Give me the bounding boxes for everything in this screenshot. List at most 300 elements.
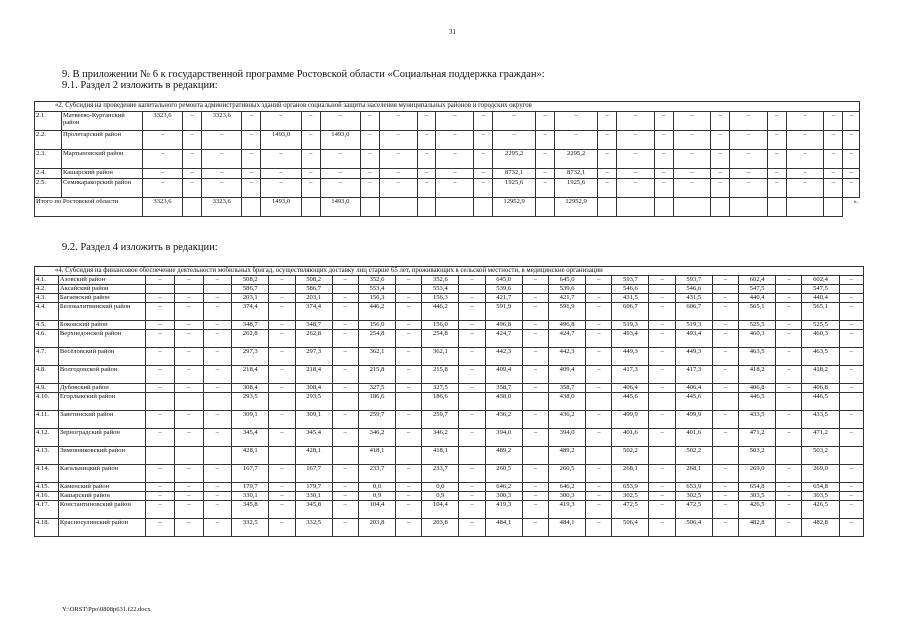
value-cell: 332,5: [295, 519, 332, 537]
value-cell: –: [586, 366, 612, 384]
value-cell: –: [261, 112, 301, 131]
value-cell: –: [786, 169, 824, 179]
value-cell: –: [586, 276, 612, 285]
value-cell: –: [459, 492, 485, 501]
value-cell: –: [776, 483, 802, 492]
value-cell: –: [649, 294, 675, 303]
district-name: Красносулинский район: [58, 519, 145, 537]
value-cell: –: [396, 303, 422, 321]
value-cell: –: [361, 112, 380, 131]
value-cell: –: [332, 411, 358, 429]
value-cell: –: [174, 276, 203, 285]
value-cell: 104,4: [358, 501, 395, 519]
value-cell: –: [459, 303, 485, 321]
value-cell: –: [261, 179, 301, 198]
value-cell: –: [522, 384, 548, 393]
value-cell: –: [649, 384, 675, 393]
value-cell: 156,0: [422, 321, 459, 330]
value-cell: 428,1: [295, 447, 332, 465]
value-cell: –: [459, 519, 485, 537]
value-cell: 186,6: [358, 393, 395, 411]
value-cell: 591,9: [549, 303, 586, 321]
value-cell: –: [586, 429, 612, 447]
table-row: [35, 492, 864, 501]
value-cell: –: [474, 179, 493, 198]
value-cell: 156,0: [358, 321, 395, 330]
value-cell: 445,6: [675, 393, 712, 411]
district-name: Кашарский район: [61, 169, 142, 179]
value-cell: 472,5: [675, 501, 712, 519]
value-cell: 502,2: [612, 447, 649, 465]
value-cell: –: [824, 169, 843, 179]
row-number: 2.1.: [35, 112, 62, 131]
value-cell: –: [522, 492, 548, 501]
value-cell: –: [320, 112, 360, 131]
value-cell: 308,4: [232, 384, 269, 393]
value-cell: 489,2: [549, 447, 586, 465]
value-cell: 646,2: [549, 483, 586, 492]
value-cell: 446,5: [802, 393, 839, 411]
value-cell: –: [776, 348, 802, 366]
value-cell: 327,5: [422, 384, 459, 393]
district-name: Матвеево-Курганский район: [61, 112, 142, 131]
value-cell: 374,4: [232, 303, 269, 321]
value-cell: [269, 393, 295, 411]
value-cell: 499,9: [675, 411, 712, 429]
value-cell: –: [332, 321, 358, 330]
value-cell: –: [839, 366, 863, 384]
value-cell: –: [586, 465, 612, 483]
value-cell: –: [202, 150, 242, 169]
value-cell: –: [174, 519, 203, 537]
row-number: 4.11.: [35, 411, 59, 429]
value-cell: –: [522, 411, 548, 429]
value-cell: –: [203, 411, 232, 429]
value-cell: –: [824, 112, 843, 131]
value-cell: –: [598, 150, 617, 169]
value-cell: –: [174, 294, 203, 303]
value-cell: –: [673, 131, 711, 150]
total-value-cell: 12952,9: [493, 198, 536, 217]
value-cell: [203, 285, 232, 294]
total-value-cell: 3323,6: [202, 198, 242, 217]
value-cell: 409,4: [549, 366, 586, 384]
value-cell: –: [203, 519, 232, 537]
value-cell: –: [767, 169, 786, 179]
value-cell: 593,7: [675, 276, 712, 285]
value-cell: 489,2: [485, 447, 522, 465]
value-cell: –: [459, 429, 485, 447]
value-cell: –: [332, 465, 358, 483]
value-cell: –: [269, 483, 295, 492]
paragraph-9: 9. В приложении № 6 к государственной программе Ростовской области «Социальная поддержка граждан»:: [62, 69, 545, 80]
value-cell: 436,2: [485, 411, 522, 429]
value-cell: –: [586, 321, 612, 330]
value-cell: –: [146, 429, 175, 447]
value-cell: 653,9: [675, 483, 712, 492]
value-cell: –: [269, 465, 295, 483]
value-cell: –: [269, 303, 295, 321]
file-path-footer: Y:\ORST\Ppo\0808p631.f22.docx: [62, 606, 151, 613]
value-cell: –: [617, 150, 655, 169]
value-cell: –: [730, 112, 768, 131]
value-cell: –: [654, 131, 673, 150]
value-cell: 433,5: [802, 411, 839, 429]
value-cell: 436,2: [549, 411, 586, 429]
table-row: [35, 150, 860, 169]
value-cell: –: [417, 112, 436, 131]
value-cell: –: [242, 169, 261, 179]
value-cell: 463,5: [802, 348, 839, 366]
total-value-cell: [183, 198, 202, 217]
value-cell: 406,8: [802, 384, 839, 393]
value-cell: 446,2: [358, 303, 395, 321]
value-cell: –: [146, 330, 175, 348]
value-cell: –: [617, 169, 655, 179]
value-cell: –: [843, 131, 860, 150]
value-cell: –: [522, 429, 548, 447]
table-row: [35, 429, 864, 447]
total-value-cell: [767, 198, 786, 217]
value-cell: –: [396, 465, 422, 483]
value-cell: –: [673, 169, 711, 179]
value-cell: 358,7: [485, 384, 522, 393]
value-cell: –: [269, 294, 295, 303]
value-cell: –: [146, 465, 175, 483]
value-cell: –: [649, 519, 675, 537]
value-cell: 1925,6: [493, 179, 536, 198]
value-cell: 179,7: [295, 483, 332, 492]
value-cell: –: [776, 303, 802, 321]
value-cell: –: [493, 131, 536, 150]
value-cell: –: [522, 465, 548, 483]
value-cell: –: [730, 179, 768, 198]
value-cell: –: [146, 384, 175, 393]
value-cell: 254,8: [422, 330, 459, 348]
value-cell: 3323,6: [202, 112, 242, 131]
value-cell: 418,2: [739, 366, 776, 384]
district-name: Волгодонской район: [58, 366, 145, 384]
value-cell: –: [649, 501, 675, 519]
value-cell: 502,2: [675, 447, 712, 465]
value-cell: 484,1: [485, 519, 522, 537]
value-cell: –: [379, 131, 417, 150]
value-cell: –: [203, 429, 232, 447]
value-cell: –: [839, 501, 863, 519]
value-cell: 346,2: [358, 429, 395, 447]
value-cell: –: [396, 492, 422, 501]
value-cell: –: [522, 366, 548, 384]
value-cell: –: [146, 303, 175, 321]
section-2-table: [34, 101, 860, 217]
value-cell: –: [269, 519, 295, 537]
value-cell: –: [776, 429, 802, 447]
value-cell: 215,8: [422, 366, 459, 384]
value-cell: 268,1: [675, 465, 712, 483]
value-cell: 203,8: [422, 519, 459, 537]
value-cell: –: [183, 131, 202, 150]
value-cell: [839, 447, 863, 465]
district-name: Кагальницкий район: [58, 465, 145, 483]
value-cell: –: [522, 276, 548, 285]
value-cell: [522, 285, 548, 294]
value-cell: –: [436, 112, 474, 131]
value-cell: –: [361, 179, 380, 198]
total-value-cell: 1493,0: [320, 198, 360, 217]
value-cell: –: [649, 321, 675, 330]
value-cell: –: [332, 276, 358, 285]
value-cell: 394,0: [549, 429, 586, 447]
value-cell: –: [146, 321, 175, 330]
value-cell: 426,5: [802, 501, 839, 519]
value-cell: 471,2: [802, 429, 839, 447]
value-cell: [522, 447, 548, 465]
value-cell: –: [786, 179, 824, 198]
value-cell: 496,8: [485, 321, 522, 330]
value-cell: –: [654, 150, 673, 169]
district-name: Дубовский район: [58, 384, 145, 393]
value-cell: –: [361, 169, 380, 179]
value-cell: –: [712, 348, 738, 366]
value-cell: –: [320, 179, 360, 198]
value-cell: 167,7: [295, 465, 332, 483]
value-cell: –: [183, 169, 202, 179]
value-cell: –: [203, 366, 232, 384]
value-cell: 445,6: [612, 393, 649, 411]
value-cell: 3323,6: [142, 112, 182, 131]
value-cell: –: [174, 330, 203, 348]
value-cell: –: [824, 131, 843, 150]
value-cell: –: [417, 169, 436, 179]
value-cell: 525,5: [802, 321, 839, 330]
value-cell: 645,0: [485, 276, 522, 285]
table-row: [35, 303, 864, 321]
value-cell: [174, 393, 203, 411]
row-number: 4.4.: [35, 303, 59, 321]
value-cell: 646,2: [485, 483, 522, 492]
value-cell: –: [536, 112, 555, 131]
value-cell: 1493,0: [261, 131, 301, 150]
value-cell: 438,0: [549, 393, 586, 411]
value-cell: [203, 393, 232, 411]
value-cell: –: [712, 321, 738, 330]
value-cell: –: [536, 179, 555, 198]
value-cell: 602,4: [739, 276, 776, 285]
total-value-cell: [417, 198, 436, 217]
value-cell: –: [843, 179, 860, 198]
value-cell: 203,1: [232, 294, 269, 303]
table-caption-row: [35, 267, 864, 276]
value-cell: [649, 285, 675, 294]
value-cell: 418,1: [358, 447, 395, 465]
value-cell: –: [649, 465, 675, 483]
value-cell: –: [839, 429, 863, 447]
value-cell: 496,8: [549, 321, 586, 330]
value-cell: 503,2: [739, 447, 776, 465]
value-cell: –: [474, 150, 493, 169]
paragraph-9-2: 9.2. Раздел 4 изложить в редакции:: [62, 242, 218, 253]
value-cell: –: [459, 411, 485, 429]
value-cell: 233,7: [422, 465, 459, 483]
value-cell: –: [673, 179, 711, 198]
value-cell: –: [174, 384, 203, 393]
table-row: [35, 411, 864, 429]
value-cell: [396, 393, 422, 411]
district-name: Каменский район: [58, 483, 145, 492]
value-cell: 424,7: [485, 330, 522, 348]
value-cell: 565,1: [739, 303, 776, 321]
value-cell: –: [320, 150, 360, 169]
total-value-cell: [824, 198, 843, 217]
value-cell: –: [555, 131, 598, 150]
value-cell: –: [839, 465, 863, 483]
value-cell: 297,3: [295, 348, 332, 366]
value-cell: –: [586, 348, 612, 366]
value-cell: 519,3: [675, 321, 712, 330]
value-cell: –: [711, 179, 730, 198]
value-cell: –: [712, 429, 738, 447]
value-cell: –: [183, 112, 202, 131]
value-cell: 438,0: [485, 393, 522, 411]
value-cell: –: [459, 276, 485, 285]
value-cell: –: [301, 179, 320, 198]
value-cell: 262,8: [232, 330, 269, 348]
value-cell: 0,9: [358, 492, 395, 501]
row-number: 4.16.: [35, 492, 59, 501]
total-value-cell: [617, 198, 655, 217]
table-row: [35, 465, 864, 483]
value-cell: –: [536, 169, 555, 179]
value-cell: 0,0: [422, 483, 459, 492]
value-cell: 484,1: [549, 519, 586, 537]
value-cell: [396, 447, 422, 465]
value-cell: –: [649, 483, 675, 492]
value-cell: 472,5: [612, 501, 649, 519]
value-cell: –: [459, 330, 485, 348]
value-cell: –: [839, 321, 863, 330]
table-row: [35, 294, 864, 303]
table-row: [35, 276, 864, 285]
row-number: 4.2.: [35, 285, 59, 294]
value-cell: –: [146, 501, 175, 519]
value-cell: [522, 393, 548, 411]
value-cell: –: [598, 169, 617, 179]
table-row: [35, 447, 864, 465]
value-cell: 506,4: [675, 519, 712, 537]
value-cell: –: [396, 294, 422, 303]
value-cell: [174, 285, 203, 294]
value-cell: –: [598, 112, 617, 131]
value-cell: 362,1: [422, 348, 459, 366]
value-cell: 156,3: [358, 294, 395, 303]
value-cell: 546,6: [612, 285, 649, 294]
value-cell: 260,5: [549, 465, 586, 483]
district-name: Заветинский район: [58, 411, 145, 429]
value-cell: –: [712, 330, 738, 348]
value-cell: –: [146, 483, 175, 492]
value-cell: –: [776, 411, 802, 429]
value-cell: 499,9: [612, 411, 649, 429]
value-cell: –: [269, 411, 295, 429]
value-cell: –: [654, 112, 673, 131]
value-cell: –: [776, 492, 802, 501]
value-cell: –: [269, 501, 295, 519]
value-cell: –: [269, 384, 295, 393]
value-cell: 293,5: [232, 393, 269, 411]
value-cell: 345,4: [232, 429, 269, 447]
value-cell: 591,9: [485, 303, 522, 321]
paragraph-9-1: 9.1. Раздел 2 изложить в редакции:: [62, 80, 218, 91]
total-value-cell: [786, 198, 824, 217]
total-value-cell: [730, 198, 768, 217]
value-cell: –: [146, 519, 175, 537]
value-cell: 482,8: [802, 519, 839, 537]
value-cell: 1493,0: [320, 131, 360, 150]
value-cell: 186,6: [422, 393, 459, 411]
value-cell: 553,4: [358, 285, 395, 294]
value-cell: 303,5: [739, 492, 776, 501]
value-cell: 421,7: [485, 294, 522, 303]
value-cell: 297,3: [232, 348, 269, 366]
value-cell: –: [767, 179, 786, 198]
value-cell: –: [174, 429, 203, 447]
total-value-cell: [242, 198, 261, 217]
value-cell: –: [776, 276, 802, 285]
value-cell: 293,5: [295, 393, 332, 411]
value-cell: 300,3: [549, 492, 586, 501]
value-cell: [146, 285, 175, 294]
value-cell: [776, 285, 802, 294]
value-cell: 493,4: [675, 330, 712, 348]
value-cell: 406,4: [675, 384, 712, 393]
value-cell: –: [142, 179, 182, 198]
value-cell: –: [174, 492, 203, 501]
value-cell: 406,8: [739, 384, 776, 393]
value-cell: –: [839, 483, 863, 492]
value-cell: 300,3: [485, 492, 522, 501]
value-cell: –: [839, 492, 863, 501]
value-cell: –: [203, 483, 232, 492]
value-cell: 330,1: [232, 492, 269, 501]
value-cell: 345,8: [232, 501, 269, 519]
value-cell: –: [522, 519, 548, 537]
value-cell: –: [203, 384, 232, 393]
district-name: Белокалитвинский район: [58, 303, 145, 321]
value-cell: –: [673, 150, 711, 169]
value-cell: [649, 393, 675, 411]
value-cell: –: [142, 169, 182, 179]
value-cell: 409,4: [485, 366, 522, 384]
value-cell: –: [586, 519, 612, 537]
value-cell: –: [203, 321, 232, 330]
value-cell: –: [202, 169, 242, 179]
value-cell: –: [436, 179, 474, 198]
row-number: 4.8.: [35, 366, 59, 384]
value-cell: 418,2: [802, 366, 839, 384]
value-cell: 433,5: [739, 411, 776, 429]
value-cell: 426,5: [739, 501, 776, 519]
value-cell: –: [332, 366, 358, 384]
value-cell: –: [711, 150, 730, 169]
row-number: 4.18.: [35, 519, 59, 537]
row-number: 4.15.: [35, 483, 59, 492]
value-cell: –: [459, 501, 485, 519]
value-cell: –: [617, 131, 655, 150]
value-cell: –: [776, 366, 802, 384]
value-cell: 525,5: [739, 321, 776, 330]
value-cell: 546,6: [675, 285, 712, 294]
value-cell: 539,6: [485, 285, 522, 294]
